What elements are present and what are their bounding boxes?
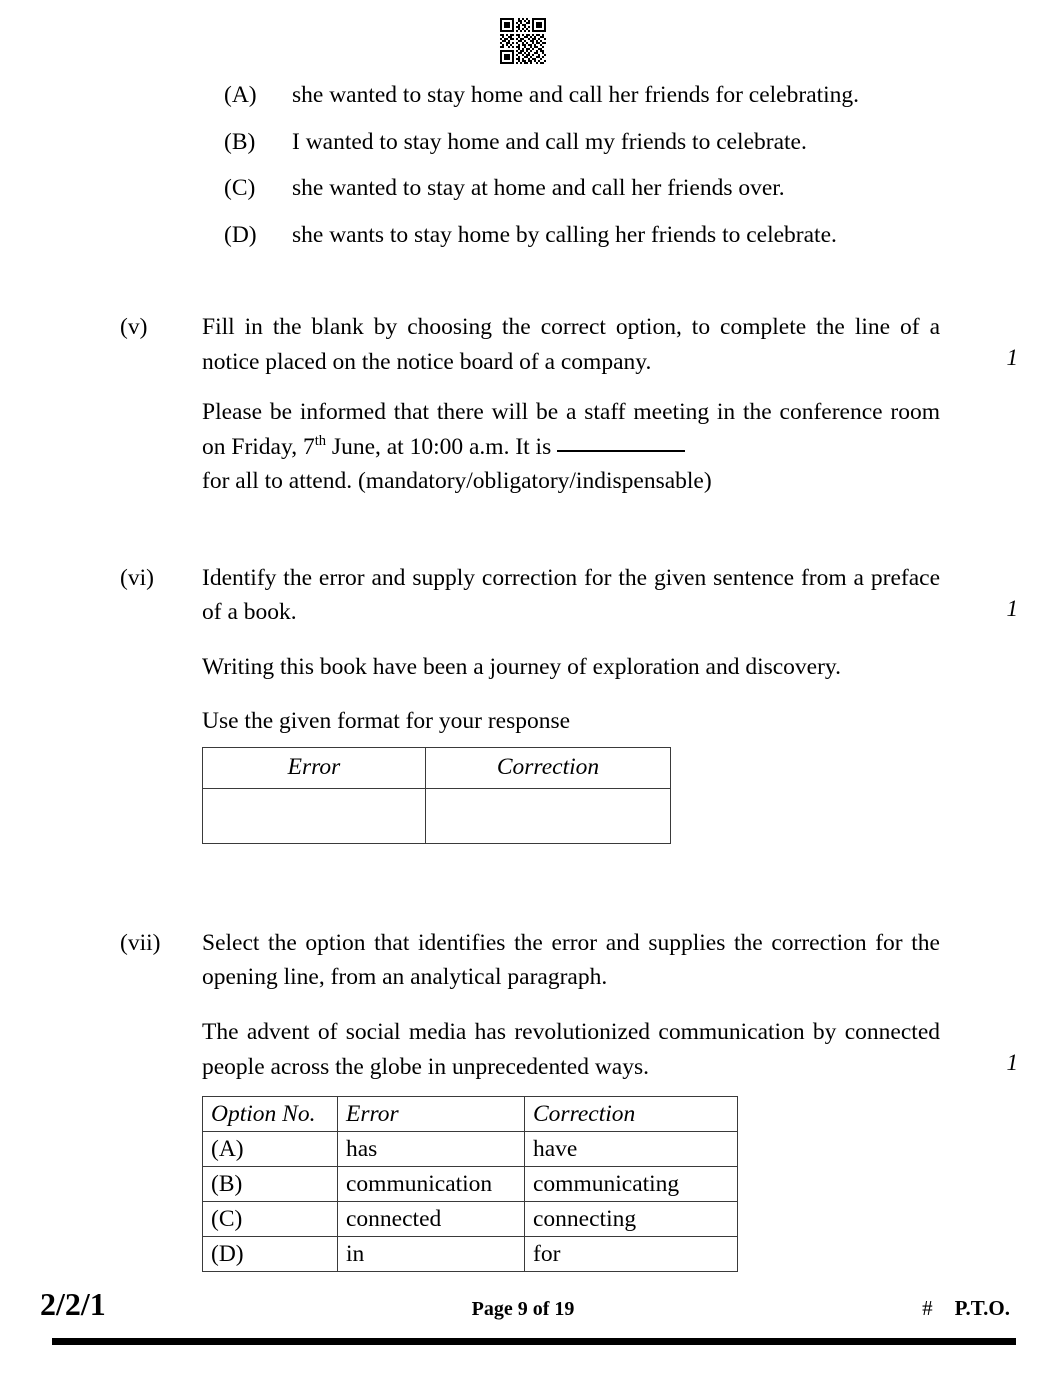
notice-text-part1: Please be informed that there will be a staff meeting in the conference room on Friday, 7 [202,399,940,460]
question-v [0,310,1046,499]
cell-correction-answer[interactable] [426,788,671,843]
list-item [0,171,1046,206]
question-sentence-vii: The advent of social media has revolutionized communication by connected people across the globe in unprecedented ways. [202,1018,940,1080]
column-header-correction: Correction [525,1097,738,1132]
question-label-vii: (vii) [120,929,161,956]
cell-error-answer[interactable] [203,788,426,843]
question-prompt-v: Fill in the blank by choosing the correct option, to complete the line of a notice placed on the notice board of a company. [202,314,940,375]
hash-symbol: # [922,1296,933,1320]
table-row[interactable] [203,1132,738,1167]
pto-group [922,1296,1010,1321]
footer-rule [52,1338,1016,1345]
cell-error: communication [338,1167,525,1202]
error-correction-response-table [202,747,671,844]
option-error-correction-table [202,1096,738,1272]
column-header-error: Error [338,1097,525,1132]
table-header-row [203,1097,738,1132]
question-vii [0,926,1046,1084]
question-label-v: (v) [120,314,148,341]
notice-text-part2: June, at 10:00 a.m. It is [326,433,558,460]
cell-correction: for [525,1237,738,1272]
question-prompt-vi: Identify the error and supply correction for the given sentence from a preface of a book. [202,564,940,626]
ordinal-suffix: th [314,432,327,449]
table-row[interactable] [203,1202,738,1237]
cell-option-no: (B) [203,1167,338,1202]
paper-code: 2/2/1 [40,1286,106,1322]
question-sentence-vi: Writing this book have been a journey of exploration and discovery. [202,653,842,680]
list-item [0,125,1046,160]
cell-option-no: (D) [203,1237,338,1272]
option-label-a: (A) [224,82,257,108]
cell-correction: have [525,1132,738,1167]
table-row[interactable] [203,1167,738,1202]
page-number: Page 9 of 19 [471,1298,575,1320]
table-row[interactable] [203,1237,738,1272]
marks-vi: 1 [1006,595,1018,621]
table-row [203,788,671,843]
page-content [0,78,1046,1272]
column-header-error: Error [203,747,426,788]
option-label-b: (B) [224,128,256,155]
page-footer [0,1286,1046,1356]
cell-error: connected [338,1202,525,1237]
qr-code-container [0,18,1046,69]
cell-error: in [338,1237,525,1272]
marks-vii: 1 [1006,1049,1018,1075]
option-text-d: she wants to stay home by calling her friends to celebrate. [292,221,837,248]
cell-correction: communicating [525,1167,738,1202]
notice-text-part3: for all to attend. (mandatory/obligatory/indispensable) [202,468,712,495]
cell-option-no: (C) [203,1202,338,1237]
option-text-b: I wanted to stay home and call my friends to celebrate. [292,128,807,155]
fill-in-blank[interactable] [557,450,685,452]
marks-v: 1 [1006,345,1018,371]
option-label-c: (C) [224,175,256,202]
option-text-a: she wanted to stay home and call her friends for celebrating. [292,82,860,108]
column-header-correction: Correction [426,747,671,788]
option-list [0,78,1046,252]
list-item [0,78,1046,113]
question-vi [0,561,1046,739]
option-text-c: she wanted to stay at home and call her friends over. [292,175,785,202]
cell-correction: connecting [525,1202,738,1237]
question-body-v [202,395,940,499]
cell-error: has [338,1132,525,1167]
qr-code-icon [500,18,546,64]
cell-option-no: (A) [203,1132,338,1167]
column-header-option-no: Option No. [203,1097,338,1132]
format-note-vi: Use the given format for your response [202,708,571,735]
option-label-d: (D) [224,221,257,248]
list-item [0,218,1046,253]
question-label-vi: (vi) [120,564,154,591]
table-header-row [203,747,671,788]
question-prompt-vii: Select the option that identifies the error and supplies the correction for the opening line, from an analytical paragraph. [202,929,940,991]
pto-label: P.T.O. [954,1296,1010,1320]
